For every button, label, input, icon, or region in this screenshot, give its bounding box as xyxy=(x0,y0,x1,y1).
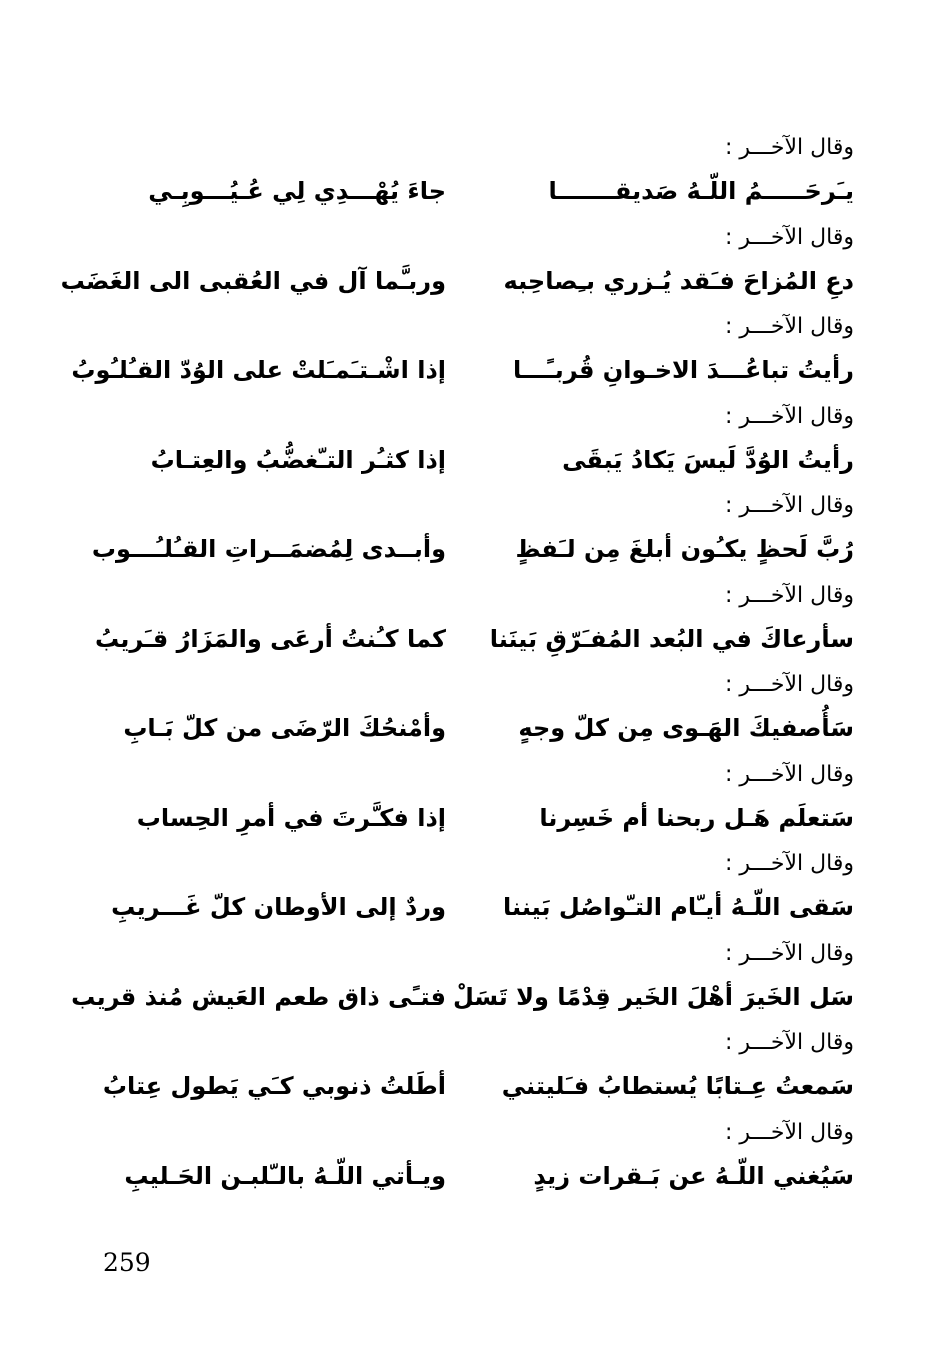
verse-line xyxy=(96,884,854,930)
entry-intro: وقال الآخـــر : xyxy=(725,851,854,876)
entry-intro: وقال الآخـــر : xyxy=(725,224,854,250)
poetry-entry xyxy=(96,755,854,845)
poetry-entry xyxy=(60,218,854,308)
verse-second-hemistich: إذا كثـُر التـّغضُّبُ والعِتـابُ xyxy=(150,445,446,474)
poetry-entry xyxy=(96,665,854,755)
verse-second-hemistich: إذا فكـَّرتَ في أمرِ الحِساب xyxy=(136,803,446,832)
verse-second-hemistich: وأبــدى لِمُضمَــراتِ القـُلـُـــوب xyxy=(91,535,446,563)
verse-second-hemistich: وربـَّما آل في العُقبى الى الغَضَب xyxy=(60,266,446,295)
verse-second-hemistich: فتـًى ذاق طعم العَيش مُنذ قريب xyxy=(71,982,446,1011)
verse-second-hemistich: وردٌ إلى الأوطان كلّ غَـــريبِ xyxy=(111,893,446,921)
entry-intro: وقال الآخـــر : xyxy=(725,403,854,429)
entry-intro: وقال الآخـــر : xyxy=(725,314,854,339)
entry-intro: وقال الآخـــر : xyxy=(725,940,854,966)
entry-intro: وقال الآخـــر : xyxy=(725,493,854,518)
verse-first-hemistich: سَتعلَم هَـل ربحنا أم خَسِرنا xyxy=(539,803,854,832)
poetry-entry xyxy=(96,397,854,487)
poetry-entry xyxy=(71,934,854,1024)
verse-second-hemistich: وأمْنحُكَ الرّضَى من كلّ بَـابِ xyxy=(123,714,446,742)
poetry-entry xyxy=(71,307,854,397)
entry-intro: وقال الآخـــر : xyxy=(725,582,854,608)
verse-line xyxy=(71,974,854,1020)
poetry-entry xyxy=(91,486,854,576)
verse-first-hemistich: سَأُصفيكَ الهَـوى مِن كلّ وجهٍ xyxy=(518,714,854,742)
verse-second-hemistich: إذا اشْـتـَمـَلتْ على الوُدّ القـُلـُوبُ xyxy=(71,356,446,384)
poetry-entry xyxy=(96,128,854,218)
poetry-entry xyxy=(96,1113,854,1203)
verse-second-hemistich: ويـأتي اللّـهُ بالـّلبـن الحَـليبِ xyxy=(124,1161,446,1190)
entry-intro: وقال الآخـــر : xyxy=(725,761,854,787)
verse-line xyxy=(96,705,854,751)
verse-line xyxy=(71,347,854,393)
entry-intro: وقال الآخـــر : xyxy=(725,1119,854,1145)
verse-first-hemistich: دعِ المُزاحَ فـَقد يُـزري بـِصاحِبه xyxy=(503,266,854,295)
verse-line xyxy=(96,1153,854,1199)
verse-first-hemistich: سَقى اللّـهُ أيـّام التـّواصُل بَيننا xyxy=(503,893,854,921)
verse-line xyxy=(60,258,854,304)
verse-second-hemistich: جاءَ يُهْـــدِي لِي عُـيُـــوبِـي xyxy=(148,177,446,205)
verse-first-hemistich: سأرعاكَ في البُعد المُفـَرّقِ بَينَنا xyxy=(489,624,854,653)
verse-line xyxy=(96,437,854,483)
poetry-entry xyxy=(96,576,854,666)
verse-first-hemistich: رأيتُ الوُدَّ لَيسَ يَكادُ يَبقَى xyxy=(562,445,854,474)
entry-intro: وقال الآخـــر : xyxy=(725,135,854,160)
verse-first-hemistich: يـَرحَـــــمُ اللّـهُ صَديقـــــــا xyxy=(548,177,854,205)
entry-intro: وقال الآخـــر : xyxy=(725,1030,854,1055)
verse-first-hemistich: رأيتُ تباعُـــدَ الاخـوانِ قُربـًـــا xyxy=(512,356,854,384)
entry-intro: وقال الآخـــر : xyxy=(725,672,854,697)
verse-first-hemistich: سَمعتُ عِـتابًا يُستطابُ فـَليتني xyxy=(501,1072,854,1100)
verse-first-hemistich: سَل الخَيرَ أهْلَ الخَير قِدْمًا ولا تَسَلْ xyxy=(452,982,854,1011)
verse-second-hemistich: كما كـُنتُ أرعَى والمَزَارُ قـَريبُ xyxy=(94,624,446,653)
verse-second-hemistich: أطَلتُ ذنوبي كـَي يَطول عِتابُ xyxy=(102,1072,446,1100)
verse-first-hemistich: سَيُغني اللّـهُ عن بَـقرات زيدٍ xyxy=(533,1161,854,1190)
poetry-entry xyxy=(96,844,854,934)
verse-line xyxy=(91,526,854,572)
verse-first-hemistich: رُبَّ لَحظٍ يكـُون أبلغَ مِن لـَفظٍ xyxy=(515,535,854,563)
poetry-entries xyxy=(60,128,854,1202)
verse-line xyxy=(96,795,854,841)
verse-line xyxy=(96,168,854,214)
poetry-entry xyxy=(96,1023,854,1113)
verse-line xyxy=(96,616,854,662)
verse-line xyxy=(96,1063,854,1109)
page-number: 259 xyxy=(103,1248,151,1277)
